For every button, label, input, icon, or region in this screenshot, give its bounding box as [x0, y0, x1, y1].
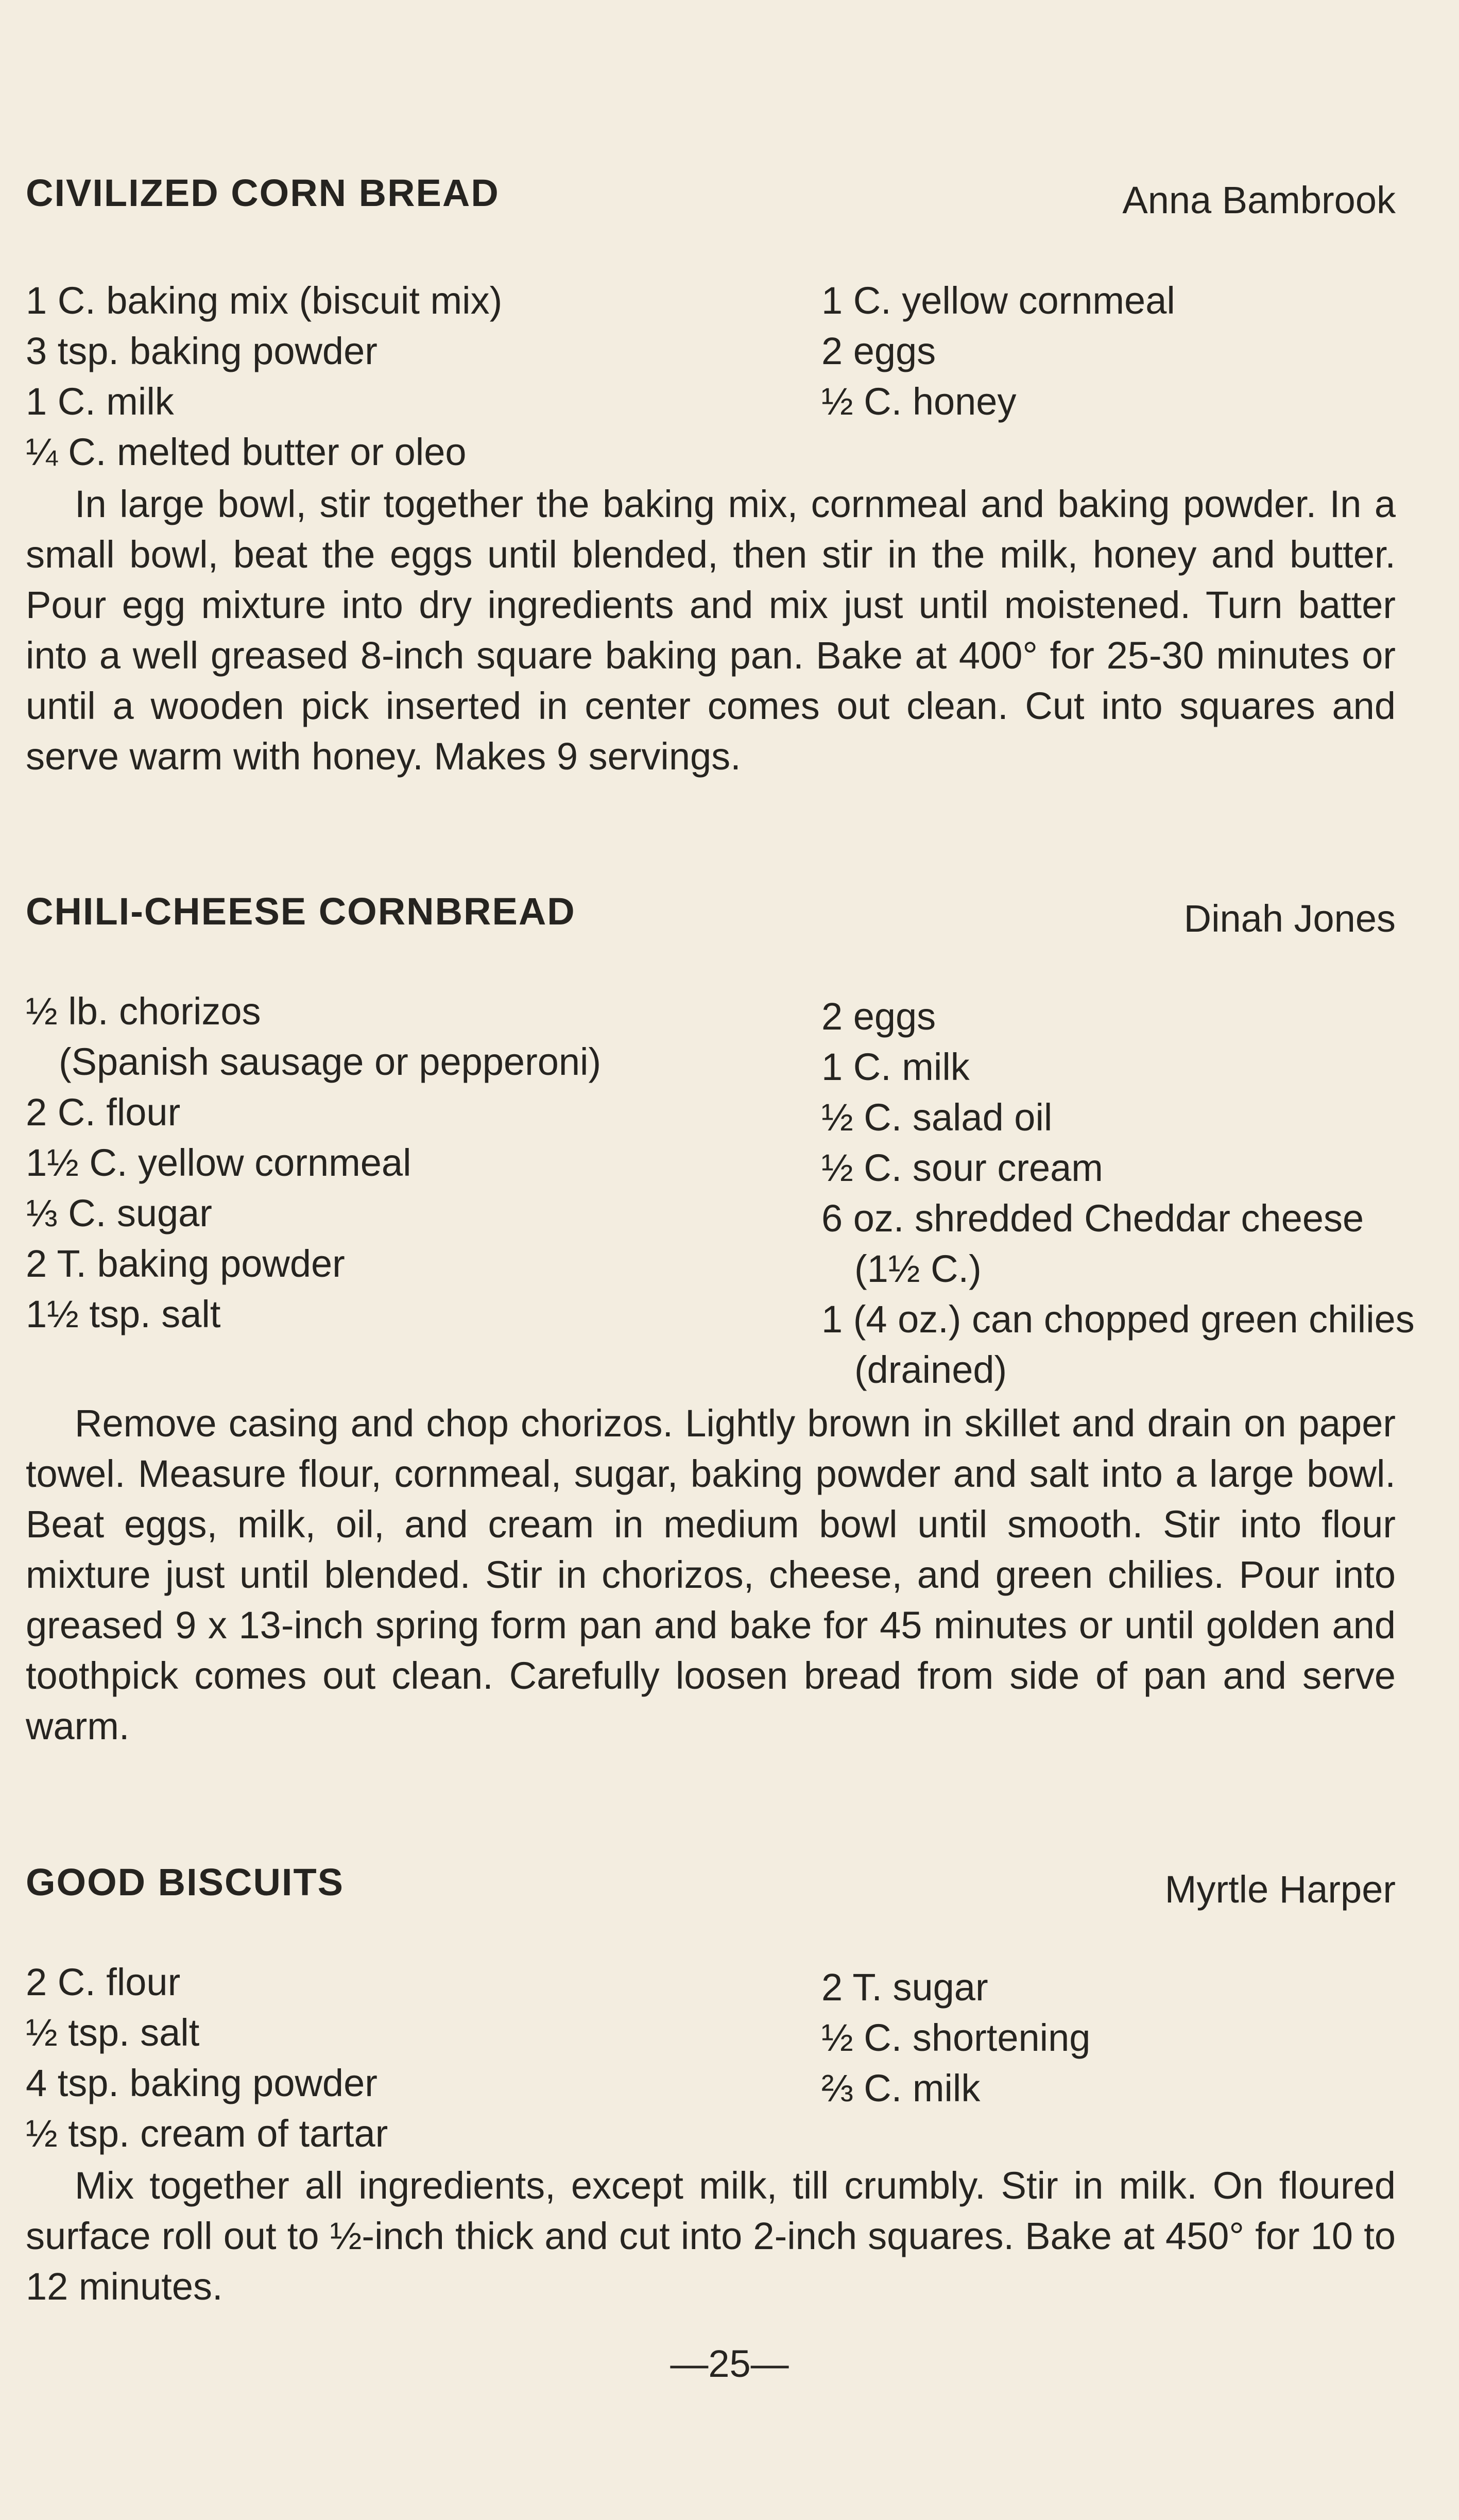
recipe-title: GOOD BISCUITS	[26, 1861, 345, 1904]
ingredient-item: (1½ C.)	[854, 1247, 982, 1290]
ingredient-item: 1 C. milk	[821, 1045, 970, 1088]
ingredient-item: (Spanish sausage or pepperoni)	[59, 1040, 602, 1083]
ingredients-right-column	[821, 991, 1415, 1395]
ingredients-left-column	[26, 986, 601, 1340]
ingredient-item: 2 T. sugar	[821, 1966, 988, 2009]
recipe-directions: In large bowl, stir together the baking mix, cornmeal and baking powder. In a small bowl, beat the eggs until blended, then stir in the milk, honey and butter. Pour egg mixture into dry ingredients and mix just until moistened. Turn batter into a well greased 8-inch square baking pan. Bake at 400° for 25-30 minutes or until a wooden pick inserted in center comes out clean. Cut into squares and serve warm with honey. Makes 9 servings.	[26, 483, 1396, 778]
recipe-author: Dinah Jones	[1183, 897, 1396, 940]
ingredients-left-column	[26, 276, 502, 477]
recipe-title: CIVILIZED CORN BREAD	[26, 172, 500, 214]
ingredient-item: ½ lb. chorizos	[26, 990, 261, 1033]
recipe-title: CHILI-CHEESE CORNBREAD	[26, 890, 576, 933]
ingredient-item: 1½ C. yellow cornmeal	[26, 1141, 411, 1184]
ingredient-item: 4 tsp. baking powder	[26, 2062, 377, 2104]
recipe-good-biscuits	[26, 1859, 1396, 2323]
recipe-directions: Mix together all ingredients, except milk, till crumbly. Stir in milk. On floured surface roll out to ½-inch thick and cut into 2-inch squares. Bake at 450° for 10 to 12 minutes.	[26, 2164, 1396, 2308]
ingredient-item: ½ C. honey	[821, 380, 1017, 423]
ingredient-item: 6 oz. shredded Cheddar cheese	[821, 1197, 1364, 1240]
ingredient-item: 1 (4 oz.) can chopped green chilies	[821, 1298, 1415, 1341]
recipe-chili-cheese-cornbread	[26, 888, 1415, 1764]
page-number: —25—	[670, 2342, 789, 2385]
ingredient-item: 1 C. yellow cornmeal	[821, 279, 1175, 322]
ingredients-left-column	[26, 1957, 388, 2159]
recipe-author: Anna Bambrook	[1122, 179, 1396, 221]
ingredient-item: 2 eggs	[821, 995, 936, 1038]
ingredient-item: 2 C. flour	[26, 1091, 181, 1134]
ingredient-item: 1 C. baking mix (biscuit mix)	[26, 279, 503, 322]
ingredient-item: ½ C. shortening	[821, 2016, 1091, 2059]
recipe-directions: Remove casing and chop chorizos. Lightly brown in skillet and drain on paper towel. Measure flour, cornmeal, sugar, baking powder and salt into a large bowl. Beat eggs, milk, oil, and cream in medium bowl until smooth. Stir into flour mixture just until blended. Stir in chorizos, cheese, and green chilies. Pour into greased 9 x 13-inch spring form pan and bake for 45 minutes or until golden and toothpick comes out clean. Carefully loosen bread from side of pan and serve warm.	[26, 1402, 1396, 1747]
ingredient-item: ½ C. sour cream	[821, 1146, 1103, 1189]
ingredient-item: 3 tsp. baking powder	[26, 330, 377, 372]
ingredient-item: ⅔ C. milk	[821, 2067, 981, 2110]
recipe-civilized-corn-bread	[26, 170, 1396, 793]
recipe-author: Myrtle Harper	[1164, 1868, 1396, 1911]
ingredient-item: 2 T. baking powder	[26, 1242, 345, 1285]
ingredient-item: 2 eggs	[821, 330, 936, 372]
ingredients-right-column	[821, 1962, 1090, 2114]
ingredient-item: ¼ C. melted butter or oleo	[26, 431, 467, 473]
ingredient-item: ½ tsp. salt	[26, 2011, 200, 2054]
ingredients-right-column	[821, 276, 1175, 427]
ingredient-item: 1½ tsp. salt	[26, 1293, 221, 1335]
ingredient-item: ½ C. salad oil	[821, 1096, 1053, 1139]
ingredient-item: ½ tsp. cream of tartar	[26, 2112, 388, 2155]
ingredient-item: ⅓ C. sugar	[26, 1192, 212, 1235]
ingredient-item: (drained)	[854, 1348, 1007, 1391]
ingredient-item: 2 C. flour	[26, 1961, 181, 2003]
ingredient-item: 1 C. milk	[26, 380, 174, 423]
